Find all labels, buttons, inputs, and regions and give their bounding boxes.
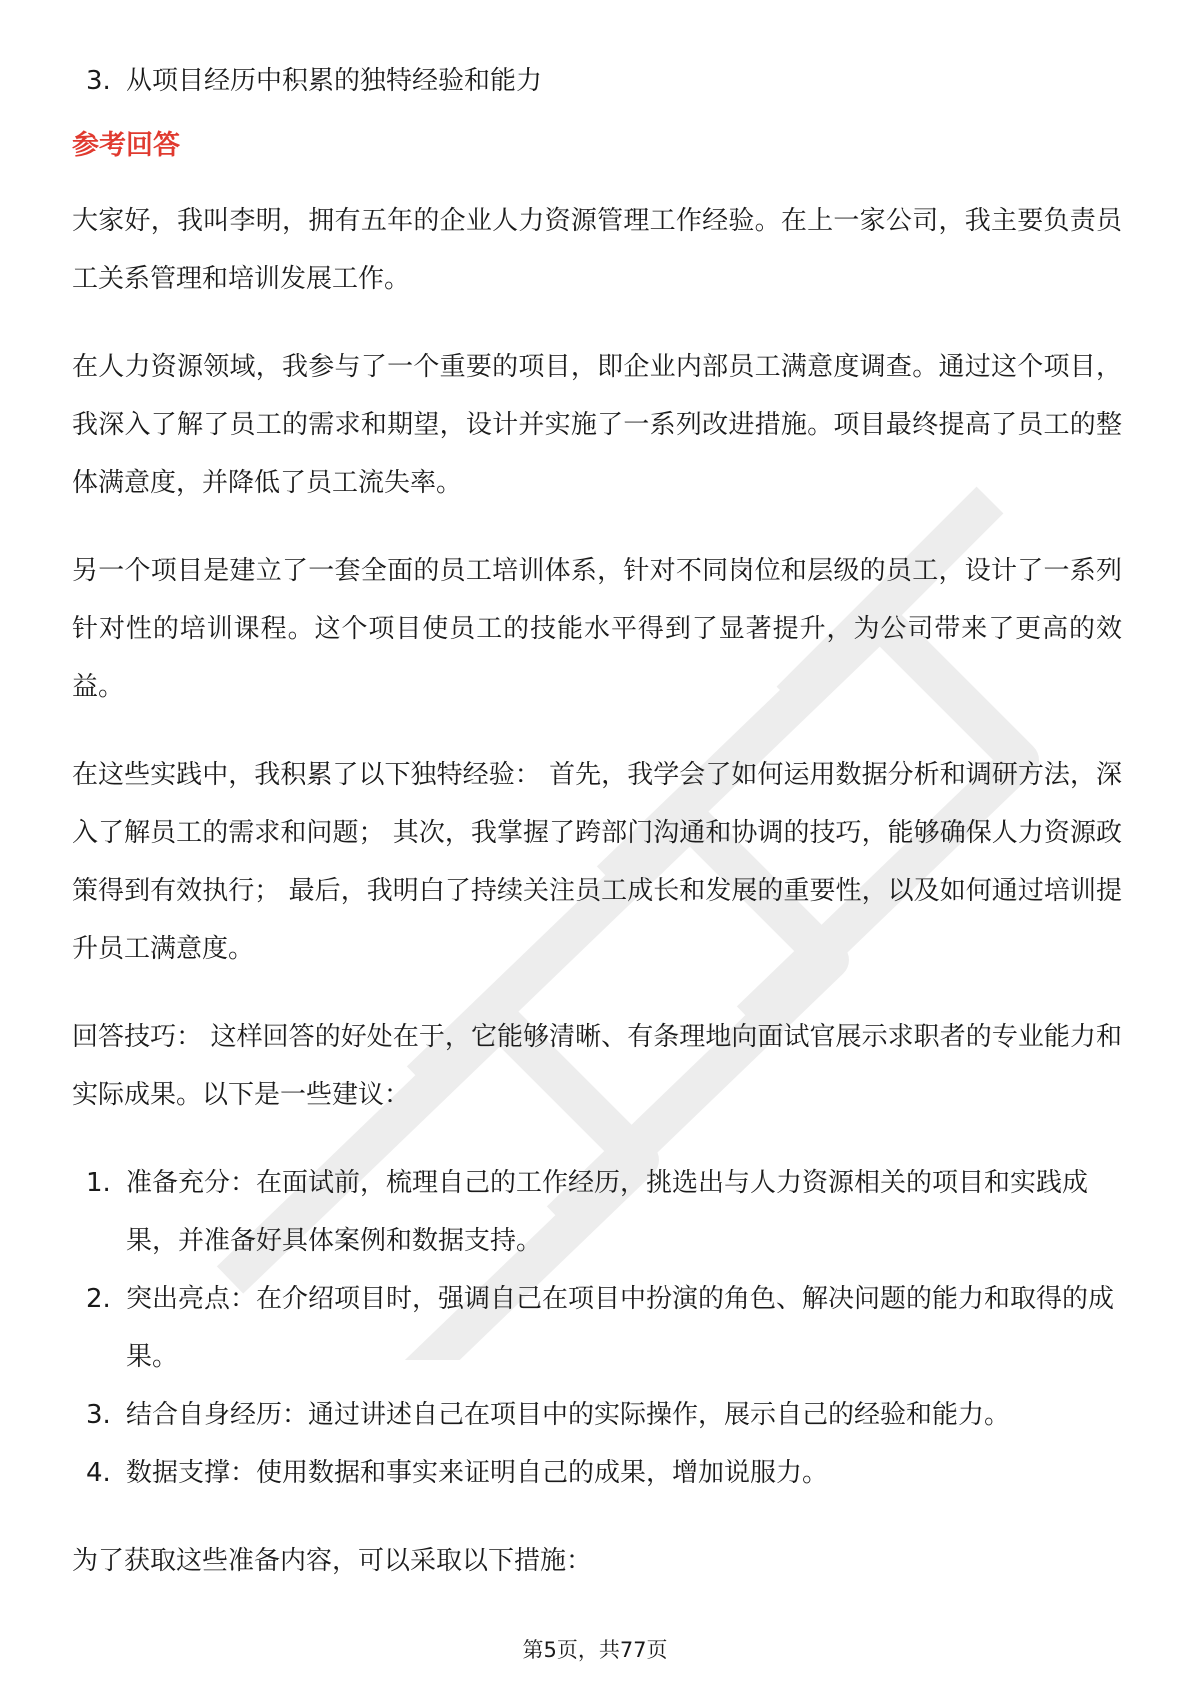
- list-text: 突出亮点：在介绍项目时，强调自己在项目中扮演的角色、解决问题的能力和取得的成果。: [126, 1284, 1115, 1372]
- paragraph-project-survey: 在人力资源领域，我参与了一个重要的项目，即企业内部员工满意度调查。通过这个项目，我深入了解了员工的需求和期望，设计并实施了一系列改进措施。项目最终提高了员工的整体满意度，并降低了员工流失率。: [72, 352, 1122, 498]
- list-item: [72, 52, 1122, 110]
- paragraph-closing: 为了获取这些准备内容，可以采取以下措施：: [72, 1546, 593, 1576]
- list-item: [72, 1270, 1122, 1386]
- list-text: 准备充分：在面试前，梳理自己的工作经历，挑选出与人力资源相关的项目和实践成果，并准备好具体案例和数据支持。: [126, 1168, 1089, 1256]
- tips-list: [72, 1154, 1122, 1502]
- list-text: 结合自身经历：通过讲述自己在项目中的实际操作，展示自己的经验和能力。: [126, 1400, 1011, 1430]
- list-number: 1.: [86, 1168, 111, 1198]
- list-text: 数据支撑：使用数据和事实来证明自己的成果，增加说服力。: [126, 1458, 829, 1488]
- list-number: 3.: [86, 1400, 111, 1430]
- list-number: 2.: [86, 1284, 111, 1314]
- list-item: [72, 1154, 1122, 1270]
- paragraph-experience: 在这些实践中，我积累了以下独特经验： 首先，我学会了如何运用数据分析和调研方法，深入了解员工的需求和问题； 其次，我掌握了跨部门沟通和协调的技巧，能够确保人力资源政策得到有效执行； 最后，我明白了持续关注员工成长和发展的重要性，以及如何通过培训提升员工满意度。: [72, 760, 1122, 964]
- list-item: [72, 1386, 1122, 1444]
- list-text: 从项目经历中积累的独特经验和能力: [126, 66, 543, 96]
- paragraph-intro: 大家好，我叫李明，拥有五年的企业人力资源管理工作经验。在上一家公司，我主要负责员工关系管理和培训发展工作。: [72, 206, 1122, 294]
- page-footer: 第5页，共77页: [522, 1638, 668, 1662]
- list-item: [72, 1444, 1122, 1502]
- paragraph-tips-intro: 回答技巧： 这样回答的好处在于，它能够清晰、有条理地向面试官展示求职者的专业能力和实际成果。以下是一些建议：: [72, 1022, 1122, 1110]
- paragraph-project-training: 另一个项目是建立了一套全面的员工培训体系，针对不同岗位和层级的员工，设计了一系列针对性的培训课程。这个项目使员工的技能水平得到了显著提升，为公司带来了更高的效益。: [72, 556, 1122, 702]
- section-heading: 参考回答: [72, 130, 180, 161]
- list-number: 4.: [86, 1458, 111, 1488]
- list-number: 3.: [86, 66, 111, 96]
- page-content: [72, 52, 1122, 1620]
